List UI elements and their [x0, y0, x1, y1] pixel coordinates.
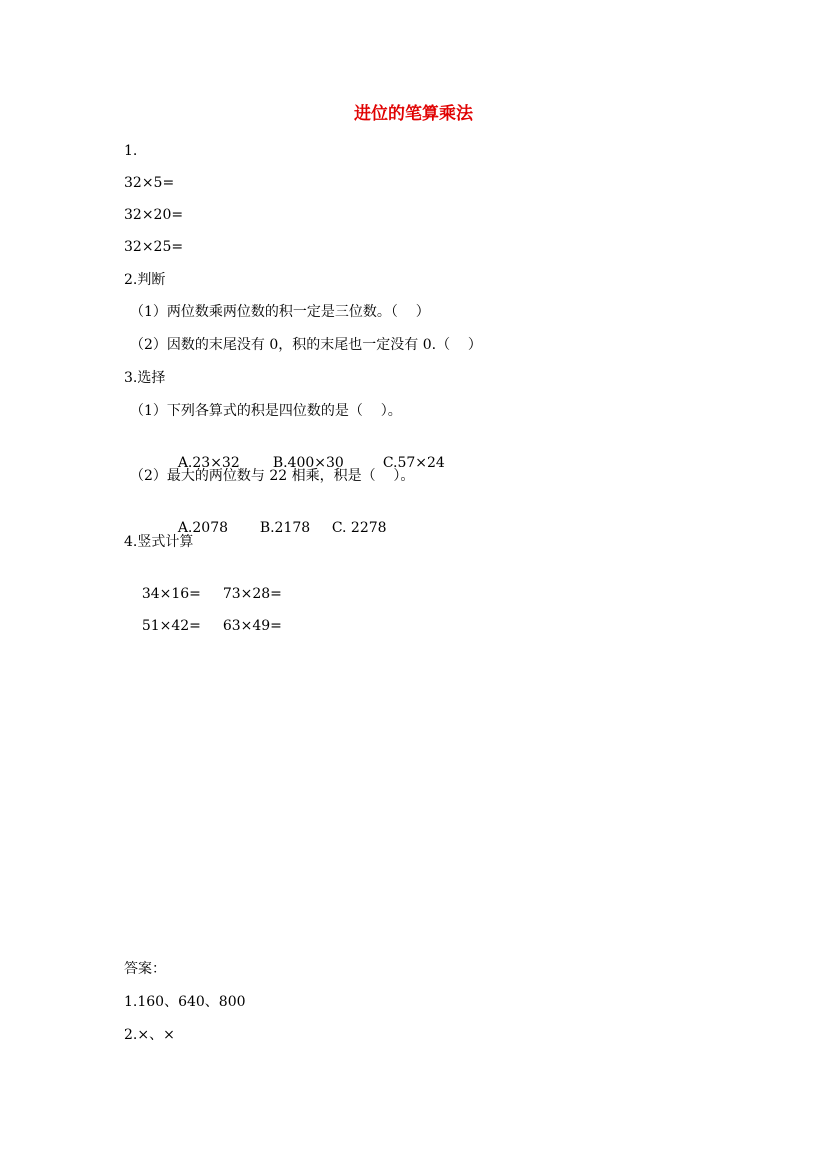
- q3-sub2-options: [160, 501, 387, 555]
- q3-sub2-option-a: A.2078: [177, 520, 229, 536]
- q2-heading: 2.判断: [124, 272, 166, 288]
- q2-item-2: （2）因数的末尾没有 0，积的末尾也一定没有 0.（ ）: [130, 337, 482, 353]
- q4-row-2: [124, 599, 282, 653]
- answer-1: 1.160、640、800: [124, 994, 246, 1010]
- q1-item-1: 32×5=: [124, 175, 175, 191]
- q4-row2-item-2: 63×49=: [222, 618, 282, 634]
- q3-sub1-text: （1）下列各算式的积是四位数的是（ ）。: [130, 403, 402, 419]
- q4-heading: 4.竖式计算: [124, 534, 194, 550]
- page-title: 进位的笔算乘法: [354, 104, 473, 124]
- q3-sub1-option-c: C.57×24: [382, 455, 445, 471]
- q1-item-3: 32×25=: [124, 239, 184, 255]
- q1-item-2: 32×20=: [124, 207, 184, 223]
- q4-row2-item-1: 51×42=: [141, 618, 201, 634]
- q3-sub1-option-b: B.400×30: [272, 455, 344, 471]
- q3-sub2-option-b: B.2178: [259, 520, 311, 536]
- answers-heading: 答案：: [124, 961, 166, 977]
- answer-2: 2.×、×: [124, 1027, 175, 1043]
- q3-sub2-option-c: C. 2278: [331, 520, 387, 536]
- q4-row1-item-2: 73×28=: [222, 586, 282, 602]
- q1-heading: 1.: [124, 143, 138, 159]
- q3-heading: 3.选择: [124, 370, 166, 386]
- q4-row1-item-1: 34×16=: [141, 586, 201, 602]
- q3-sub1-option-a: A.23×32: [177, 455, 240, 471]
- q3-sub2-text: （2）最大的两位数与 22 相乘，积是（ ）。: [130, 468, 415, 484]
- q2-item-1: （1）两位数乘两位数的积一定是三位数。（ ）: [130, 304, 430, 320]
